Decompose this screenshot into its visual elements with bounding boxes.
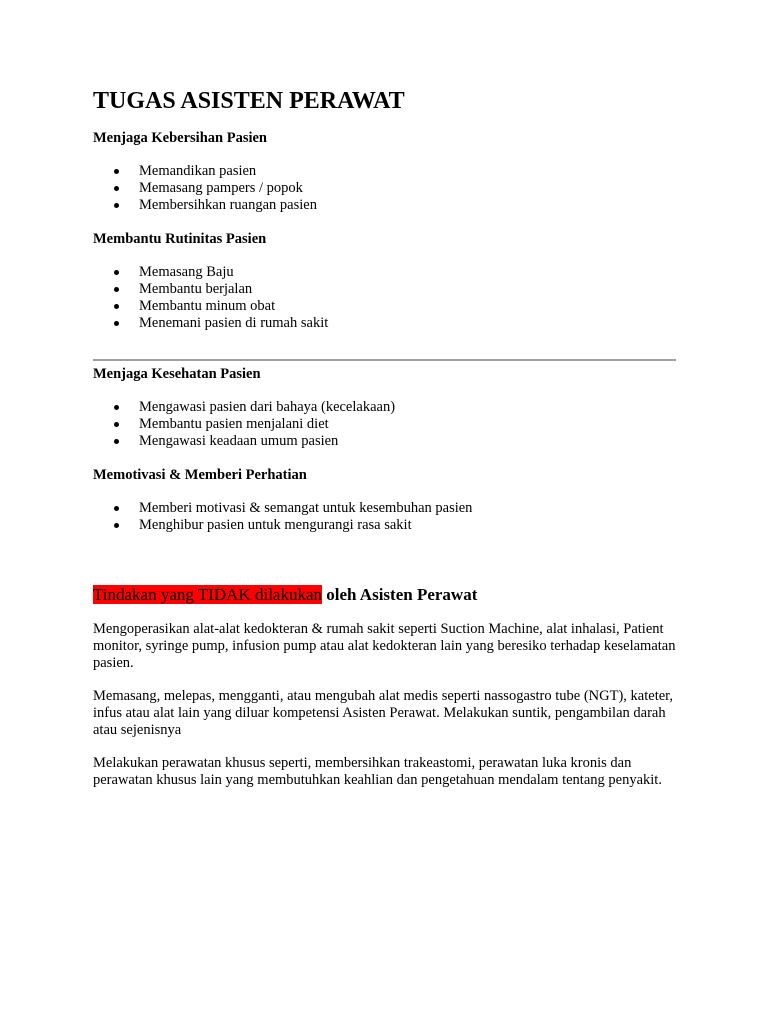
not-done-heading <box>93 584 477 606</box>
list-item-text: Membantu berjalan <box>139 281 253 297</box>
bullet-icon <box>114 270 119 275</box>
bullet-icon <box>114 506 119 511</box>
heading-rest-text: oleh Asisten Perawat <box>322 585 478 604</box>
list-item <box>93 163 317 180</box>
highlighted-text: Tindakan yang TIDAK dilakukan <box>93 585 323 604</box>
list-item-text: Mengawasi pasien dari bahaya (kecelakaan) <box>139 399 396 415</box>
list-item-text: Memandikan pasien <box>139 163 257 179</box>
bullet-icon <box>114 405 119 410</box>
bullet-icon <box>114 203 119 208</box>
list-item-text: Menemani pasien di rumah sakit <box>139 315 329 331</box>
list-item <box>93 180 317 197</box>
list-rutinitas <box>93 264 328 332</box>
list-item <box>93 298 328 315</box>
list-kesehatan <box>93 399 395 450</box>
list-item <box>93 416 395 433</box>
list-item <box>93 197 317 214</box>
paragraph-3: Melakukan perawatan khusus seperti, membersihkan trakeastomi, perawatan luka kronis dan perawatan khusus lain yang membutuhkan keahlian dan pengetahuan mendalam tentang penyakit. <box>93 755 662 788</box>
paragraph-1: Mengoperasikan alat-alat kedokteran & rumah sakit seperti Suction Machine, alat inhalasi, Patient monitor, syringe pump, infusion pump atau alat kedokteran lain yang beresiko terhadap keselamatan pasien. <box>93 621 676 671</box>
list-item <box>93 500 472 517</box>
list-item-text: Membersihkan ruangan pasien <box>139 197 317 213</box>
bullet-icon <box>114 169 119 174</box>
list-item <box>93 281 328 298</box>
list-item <box>93 264 328 281</box>
bullet-icon <box>114 287 119 292</box>
list-motivasi <box>93 500 472 534</box>
section-heading-kebersihan: Menjaga Kebersihan Pasien <box>93 130 267 146</box>
bullet-icon <box>114 523 119 528</box>
list-item <box>93 399 395 416</box>
page-title: TUGAS ASISTEN PERAWAT <box>93 88 405 114</box>
list-item-text: Mengawasi keadaan umum pasien <box>139 433 339 449</box>
paragraph-2: Memasang, melepas, mengganti, atau mengubah alat medis seperti nassogastro tube (NGT), kateter, infus atau alat lain yang diluar kompetensi Asisten Perawat. Melakukan suntik, pengambilan darah atau sejenisnya <box>93 688 674 738</box>
bullet-icon <box>114 439 119 444</box>
list-item-text: Membantu minum obat <box>139 298 276 314</box>
horizontal-divider <box>93 359 676 361</box>
list-item-text: Membantu pasien menjalani diet <box>139 416 329 432</box>
list-item <box>93 433 395 450</box>
bullet-icon <box>114 186 119 191</box>
section-heading-rutinitas: Membantu Rutinitas Pasien <box>93 231 267 247</box>
section-heading-kesehatan: Menjaga Kesehatan Pasien <box>93 366 261 382</box>
bullet-icon <box>114 321 119 326</box>
bullet-icon <box>114 422 119 427</box>
list-item <box>93 517 472 534</box>
bullet-icon <box>114 304 119 309</box>
list-item-text: Menghibur pasien untuk mengurangi rasa sakit <box>139 517 412 533</box>
list-item-text: Memasang pampers / popok <box>139 180 303 196</box>
section-heading-motivasi: Memotivasi & Memberi Perhatian <box>93 467 307 483</box>
list-item-text: Memberi motivasi & semangat untuk kesembuhan pasien <box>139 500 473 516</box>
list-kebersihan <box>93 163 317 214</box>
list-item <box>93 315 328 332</box>
list-item-text: Memasang Baju <box>139 264 234 280</box>
